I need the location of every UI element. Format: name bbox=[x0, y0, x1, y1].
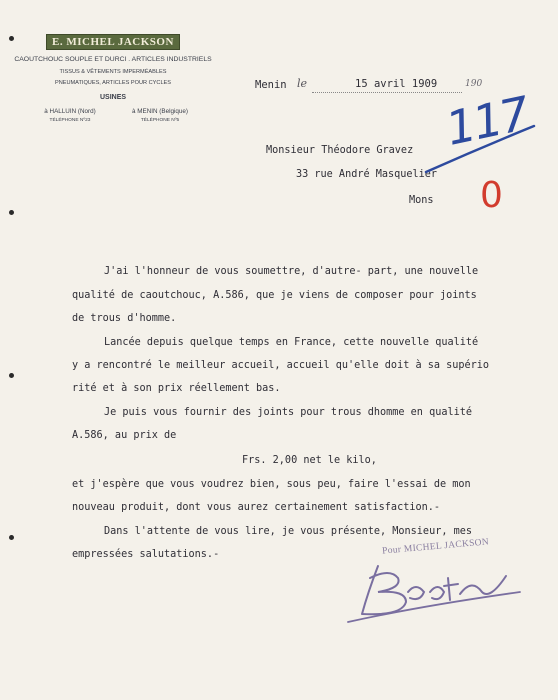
handwritten-signature bbox=[340, 548, 530, 628]
factory-halluin: à HALLUIN (Nord) bbox=[44, 108, 96, 115]
recipient-name: Monsieur Théodore Gravez bbox=[266, 145, 414, 156]
punch-hole bbox=[9, 373, 14, 378]
company-stamp: Pour MICHEL JACKSON bbox=[381, 537, 490, 557]
company-logo: E. MICHEL JACKSON bbox=[46, 34, 180, 50]
letterhead-line2: TISSUS & VÊTEMENTS IMPERMÉABLES bbox=[59, 69, 167, 75]
factory-menin: à MENIN (Belgique) bbox=[132, 108, 188, 115]
body-line: et j'espère que vous voudrez bien, sous peu, faire l'essai de mon bbox=[72, 479, 471, 490]
body-line: J'ai l'honneur de vous soumettre, d'autre- part, une nouvelle bbox=[104, 266, 479, 277]
body-line: de trous d'homme. bbox=[72, 313, 177, 324]
recipient-street: 33 rue André Masquelier bbox=[296, 169, 438, 180]
body-line: qualité de caoutchouc, A.586, que je viens de composer pour joints bbox=[72, 290, 477, 301]
phone-halluin: TÉLÉPHONE Nº23 bbox=[49, 118, 91, 123]
date: 15 avril 1909 bbox=[355, 78, 438, 90]
year-suffix: 190 bbox=[465, 79, 483, 89]
place: Menin bbox=[255, 79, 287, 91]
letterhead-usines: USINES bbox=[99, 94, 127, 101]
recipient-city: Mons bbox=[409, 195, 434, 206]
body-line: nouveau produit, dont vous aurez certainement satisfaction.- bbox=[72, 502, 441, 513]
body-line: Dans l'attente de vous lire, je vous présente, Monsieur, mes bbox=[104, 526, 473, 537]
letterhead-line1: CAOUTCHOUC SOUPLE ET DURCI . ARTICLES INDUSTRIELS bbox=[14, 56, 212, 63]
body-line: empressées salutations.- bbox=[72, 549, 220, 560]
date-prefix: le bbox=[297, 77, 308, 90]
body-line: Je puis vous fournir des joints pour trous dhomme en qualité bbox=[104, 407, 473, 418]
body-line: A.586, au prix de bbox=[72, 430, 177, 441]
annotation-stroke bbox=[420, 118, 540, 178]
punch-hole bbox=[9, 36, 14, 41]
handwritten-number: 117 bbox=[441, 86, 533, 156]
phone-menin: TÉLÉPHONE Nº5 bbox=[140, 118, 180, 123]
date-underline bbox=[312, 92, 462, 93]
letterhead-line3: PNEUMATIQUES, ARTICLES POUR CYCLES bbox=[54, 80, 172, 86]
punch-hole bbox=[9, 210, 14, 215]
body-line: y a rencontré le meilleur accueil, accueil qu'elle doit à sa supério bbox=[72, 360, 490, 371]
body-line: Lancée depuis quelque temps en France, cette nouvelle qualité bbox=[104, 337, 479, 348]
handwritten-zero: 0 bbox=[480, 175, 503, 216]
price-line: Frs. 2,00 net le kilo, bbox=[242, 455, 377, 466]
body-line: rité et à son prix réellement bas. bbox=[72, 383, 281, 394]
punch-hole bbox=[9, 535, 14, 540]
